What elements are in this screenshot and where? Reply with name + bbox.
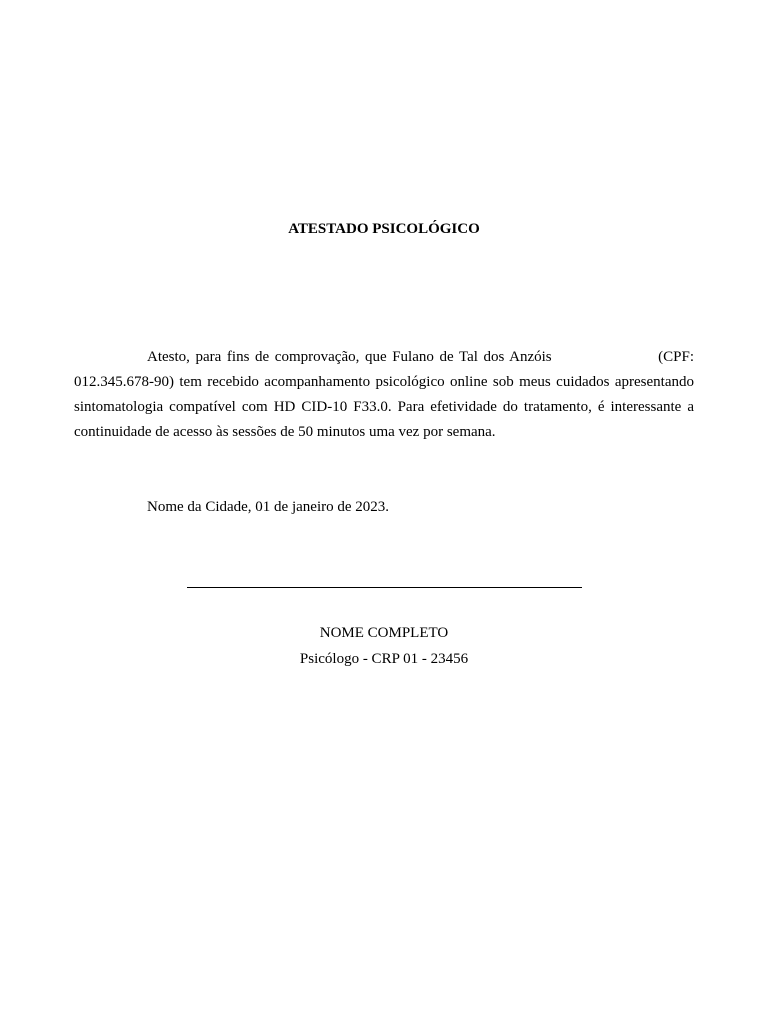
signer-role: Psicólogo - CRP 01 - 23456 bbox=[299, 651, 469, 667]
date-line: Nome da Cidade, 01 de janeiro de 2023. bbox=[147, 499, 390, 515]
document-title: ATESTADO PSICOLÓGICO bbox=[288, 221, 480, 237]
attestation-paragraph: Atesto, para fins de comprovação, que Fulano de Tal dos Anzóis (CPF: 012.345.678-90) tem recebido acompanhamento psicológico online sob meus cuidados apresentando sintomatologia compatível com HD CID-10 F33.0. Para efetividade do tratamento, é interessante a continuidade de acesso às sessões de 50 minutos uma vez por semana. bbox=[74, 349, 698, 440]
signature-line bbox=[187, 587, 582, 588]
signer-name: NOME COMPLETO bbox=[319, 625, 449, 641]
